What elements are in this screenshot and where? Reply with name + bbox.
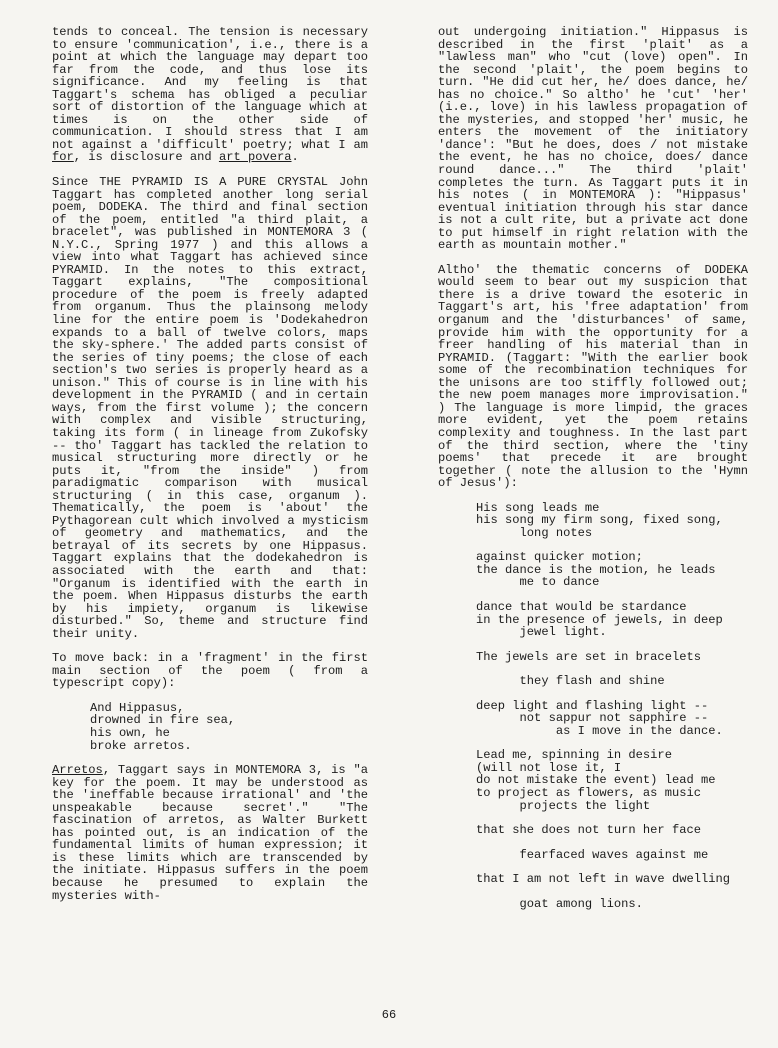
hippasus-fragment-poem <box>90 702 368 752</box>
poem-stanza <box>476 502 748 540</box>
poem-line: His song leads me <box>476 500 600 515</box>
poem-line: against quicker motion; <box>476 550 643 565</box>
poem-stanza <box>476 849 748 862</box>
poem-line: they flash and shine <box>476 674 665 689</box>
poem-line: his own, he <box>90 725 170 740</box>
poem-line: goat among lions. <box>476 896 643 911</box>
underlined-arretos: Arretos <box>52 763 103 778</box>
poem-line: that I am not left in wave dwelling <box>476 872 731 887</box>
poem-stanza <box>476 700 748 738</box>
poem-line: me to dance <box>476 575 600 590</box>
poem-line: The jewels are set in bracelets <box>476 649 701 664</box>
poem-stanza <box>476 601 748 639</box>
poem-line: jewel light. <box>476 625 607 640</box>
poem-line: long notes <box>476 525 593 540</box>
poem-line: as I move in the dance. <box>476 723 723 738</box>
left-paragraph-2: Since THE PYRAMID IS A PURE CRYSTAL John Taggart has completed another long serial poem, DODEKA. The third and final section of the poem, entitled "a third plait, a bracelet", was published in MONTEMORA 3 ( N.Y.C., Spring 1977 ) and this allows a view into what Taggart has achieved since PYRAMID. In the notes to this extract, Taggart explains, "The compositional procedure of the poem is freely adapted from organum. Thus the plainsong melody line for the entire poem is 'Dodekahedron expands to a ball of twelve colors, maps the sky-sphere.' The added parts consist of the series of tiny poems; the close of each section's two series is properly heard as a unison." This of course is in line with his development in the PYRAMID ( and in certain ways, from the first volume ); the concern with complex and visible structuring, taking its form ( in lineage from Zukofsky -- tho' Taggart has tackled the relation to musical structuring more directly or he puts it, "from the inside" ) from paradigmatic comparison with musical structuring ( in this case, organum ). Thematically, the poem is 'about' the Pythagorean cult which involved a mysticism of geometry and mathematics, and the betrayal of its secrets by one Hippasus. Taggart explains that the dodekahedron is associated with the earth and that: "Organum is identified with the earth in the poem. When Hippasus disturbs the earth by his impiety, organum is likewise disturbed." So, theme and structure find their unity. <box>52 175 368 641</box>
poem-line: projects the light <box>476 798 651 813</box>
right-paragraph-2: Altho' the thematic concerns of DODEKA would seem to bear out my suspicion that there is a drive toward the esoteric in Taggart's art, his 'free adaptation' from organum and the 'disturbances' of same, provide him with the opportunity for a freer handling of his material than in PYRAMID. (Taggart: "With the earlier book some of the recombination techniques for the unisons are too stiffly followed out; the new poem manages more improvisation." ) The language is more limpid, the graces more evident, yet the poem retains complexity and toughness. In the last part of the third section, where the 'tiny poems' that precede it are brought together ( note the allusion to the 'Hymn of Jesus'): <box>438 262 748 491</box>
poem-line: his song my firm song, fixed song, <box>476 513 723 528</box>
left-paragraph-3: To move back: in a 'fragment' in the first main section of the poem ( from a typescript copy): <box>52 651 368 691</box>
poem-stanza <box>476 873 748 886</box>
poem-stanza <box>476 651 748 664</box>
underlined-for: for <box>52 150 74 165</box>
underlined-art-povera: art povera <box>218 150 292 165</box>
poem-line: dance that would be stardance <box>476 599 687 614</box>
right-paragraph-1: out undergoing initiation." Hippasus is described in the first 'plait' as a "lawless man" who "cut (love) open". In the second 'plait', the poem begins to turn. "He did cut her, he/ does dance, he/ has no choice." So altho' he 'cut' 'her' (i.e., love) in his lawless propagation of the mysteries, and stopped 'her' music, he enters the movement of the initiatory 'dance': "But he does, does / not mistake the event, he has no choice, does/ dance round dance..." The third 'plait' completes the turn. As Taggart puts it in his notes ( in MONTEMORA ): "Hippasus' eventual initiation through his star dance is not a cult rite, but a private act done to put himself in right relation with the earth as mountain mother." <box>438 25 748 253</box>
poem-line: (will not lose it, I <box>476 760 622 775</box>
dodeka-excerpt-poem <box>476 502 748 911</box>
left-column <box>52 26 368 902</box>
poem-stanza <box>476 551 748 589</box>
poem-line: the dance is the motion, he leads <box>476 562 716 577</box>
left-paragraph-4: Arretos, Taggart says in MONTEMORA 3, is "a key for the poem. It may be understood as the 'ineffable because irrational' and 'the unspeakable because secret'." "The fascination of arretos, as Walter Burkett has pointed out, is an indication of the fundamental limits of human expression; it is these limits which are transcended by the initiate. Hippasus suffers in the poem because he presumed to explain the mysteries with- <box>52 763 368 903</box>
poem-line: And Hippasus, <box>90 700 185 715</box>
poem-stanza <box>476 675 748 688</box>
poem-stanza <box>476 749 748 812</box>
poem-line: Lead me, spinning in desire <box>476 748 672 763</box>
poem-line: to project as flowers, as music <box>476 785 701 800</box>
poem-stanza <box>476 898 748 911</box>
left-paragraph-1: tends to conceal. The tension is necessary to ensure 'communication', i.e., there is a point at which the language may depart too far from the code, and thus lose its significance. And my feeling is that Taggart's schema has obliged a peculiar sort of distortion of the language which at times is on the other side of communication. I should stress that I am not against a 'difficult' poetry; what I am for, is disclosure and art povera. <box>52 25 368 165</box>
poem-line: in the presence of jewels, in deep <box>476 612 723 627</box>
poem-line: fearfaced waves against me <box>476 847 709 862</box>
right-column <box>438 26 748 922</box>
poem-line: broke arretos. <box>90 738 192 753</box>
poem-stanza <box>476 824 748 837</box>
poem-line: drowned in fire sea, <box>90 713 236 728</box>
poem-line: do not mistake the event) lead me <box>476 773 716 788</box>
poem-line: not sappur not sapphire -- <box>476 711 709 726</box>
poem-line: that she does not turn her face <box>476 823 701 838</box>
page-number: 66 <box>381 1008 397 1022</box>
poem-line: deep light and flashing light -- <box>476 698 709 713</box>
